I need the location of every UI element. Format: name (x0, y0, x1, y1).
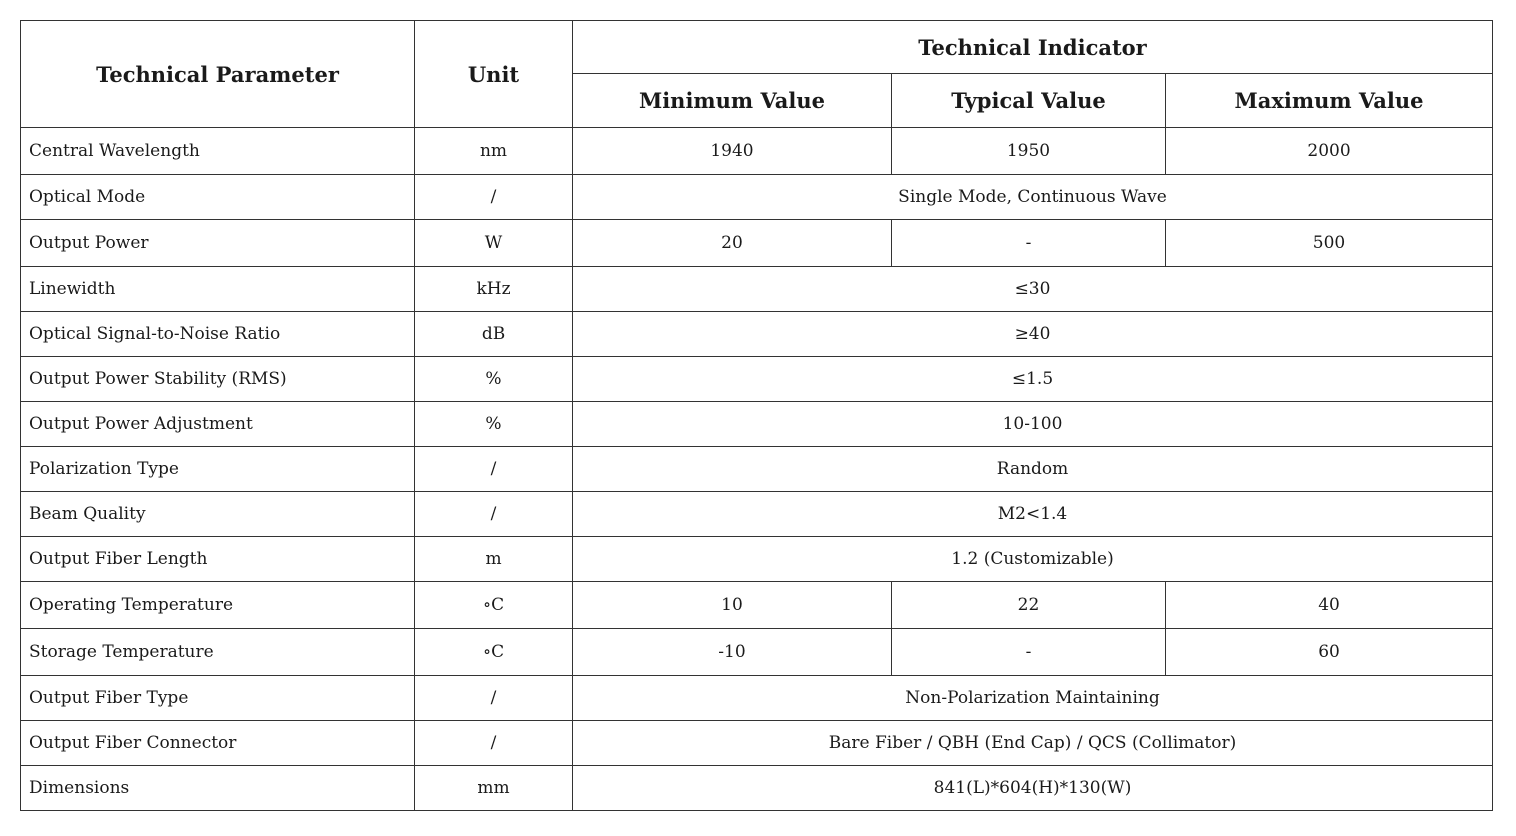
parameter-cell: Central Wavelength (21, 128, 415, 175)
unit-cell: / (415, 721, 573, 766)
typical-value-cell: - (892, 629, 1166, 676)
minimum-value-cell: 10 (573, 582, 892, 629)
indicator-value-cell: Single Mode, Continuous Wave (573, 175, 1493, 220)
parameter-cell: Output Power Stability (RMS) (21, 357, 415, 402)
unit-cell: % (415, 402, 573, 447)
unit-cell: m (415, 537, 573, 582)
parameter-cell: Beam Quality (21, 492, 415, 537)
table-row (21, 175, 1493, 220)
header-maximum-value: Maximum Value (1166, 74, 1493, 128)
header-row (21, 21, 1493, 74)
table-row (21, 402, 1493, 447)
table-row (21, 582, 1493, 629)
parameter-cell: Dimensions (21, 766, 415, 811)
minimum-value-cell: -10 (573, 629, 892, 676)
unit-cell: W (415, 220, 573, 267)
table-row (21, 676, 1493, 721)
table-row (21, 492, 1493, 537)
unit-cell: / (415, 447, 573, 492)
unit-cell: / (415, 676, 573, 721)
table-row (21, 447, 1493, 492)
unit-cell: % (415, 357, 573, 402)
indicator-value-cell: M2<1.4 (573, 492, 1493, 537)
unit-cell: mm (415, 766, 573, 811)
indicator-value-cell: 10-100 (573, 402, 1493, 447)
typical-value-cell: 22 (892, 582, 1166, 629)
header-minimum-value: Minimum Value (573, 74, 892, 128)
unit-cell: ∘C (415, 629, 573, 676)
header-unit: Unit (415, 21, 573, 128)
unit-cell: nm (415, 128, 573, 175)
parameter-cell: Optical Signal-to-Noise Ratio (21, 312, 415, 357)
parameter-cell: Output Fiber Type (21, 676, 415, 721)
parameter-cell: Output Fiber Length (21, 537, 415, 582)
table-row (21, 220, 1493, 267)
maximum-value-cell: 500 (1166, 220, 1493, 267)
unit-cell: dB (415, 312, 573, 357)
table-row (21, 537, 1493, 582)
indicator-value-cell: ≥40 (573, 312, 1493, 357)
parameter-cell: Storage Temperature (21, 629, 415, 676)
indicator-value-cell: Random (573, 447, 1493, 492)
indicator-value-cell: 841(L)*604(H)*130(W) (573, 766, 1493, 811)
typical-value-cell: 1950 (892, 128, 1166, 175)
indicator-value-cell: Non-Polarization Maintaining (573, 676, 1493, 721)
unit-cell: / (415, 492, 573, 537)
parameter-cell: Polarization Type (21, 447, 415, 492)
table-row (21, 721, 1493, 766)
spec-table (20, 20, 1493, 811)
parameter-cell: Output Power Adjustment (21, 402, 415, 447)
parameter-cell: Linewidth (21, 267, 415, 312)
unit-cell: kHz (415, 267, 573, 312)
maximum-value-cell: 40 (1166, 582, 1493, 629)
unit-cell: ∘C (415, 582, 573, 629)
table-row (21, 357, 1493, 402)
header-technical-indicator: Technical Indicator (573, 21, 1493, 74)
parameter-cell: Optical Mode (21, 175, 415, 220)
unit-cell: / (415, 175, 573, 220)
header-technical-parameter: Technical Parameter (21, 21, 415, 128)
table-row (21, 312, 1493, 357)
indicator-value-cell: 1.2 (Customizable) (573, 537, 1493, 582)
typical-value-cell: - (892, 220, 1166, 267)
minimum-value-cell: 20 (573, 220, 892, 267)
indicator-value-cell: ≤30 (573, 267, 1493, 312)
table-row (21, 128, 1493, 175)
table-row (21, 766, 1493, 811)
parameter-cell: Operating Temperature (21, 582, 415, 629)
table-row (21, 629, 1493, 676)
indicator-value-cell: ≤1.5 (573, 357, 1493, 402)
indicator-value-cell: Bare Fiber / QBH (End Cap) / QCS (Collimator) (573, 721, 1493, 766)
parameter-cell: Output Power (21, 220, 415, 267)
maximum-value-cell: 60 (1166, 629, 1493, 676)
header-typical-value: Typical Value (892, 74, 1166, 128)
table-row (21, 267, 1493, 312)
maximum-value-cell: 2000 (1166, 128, 1493, 175)
parameter-cell: Output Fiber Connector (21, 721, 415, 766)
minimum-value-cell: 1940 (573, 128, 892, 175)
